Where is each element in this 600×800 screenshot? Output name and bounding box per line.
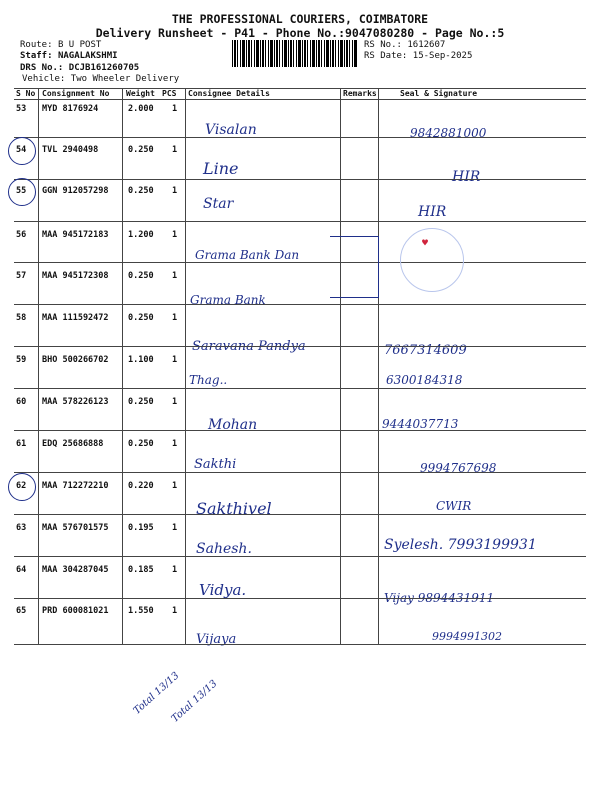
handwritten-consignee: Grama Bank Dan [195, 248, 300, 262]
handwritten-consignee: Vidya. [199, 581, 247, 599]
rs-no-label: RS No.: [364, 40, 402, 50]
cell-consignment: MAA 304287045 [42, 565, 109, 575]
cell-weight: 0.220 [128, 481, 154, 491]
cell-consignment: MYD 8176924 [42, 104, 99, 114]
handwritten-signature: 9994767698 [420, 461, 497, 475]
cell-pcs: 1 [172, 271, 178, 281]
cell-sno: 59 [16, 355, 27, 365]
cell-pcs: 1 [172, 145, 178, 155]
cell-sno: 61 [16, 439, 27, 449]
cell-sno: 64 [16, 565, 27, 575]
cell-sno: 60 [16, 397, 27, 407]
drs-value: DCJB161260705 [68, 63, 140, 73]
cell-sno: 65 [16, 606, 27, 616]
circled-mark [8, 473, 36, 501]
handwritten-signature: HIR [452, 169, 481, 185]
row-rule [14, 598, 586, 599]
vehicle-value: Two Wheeler Delivery [70, 74, 180, 84]
handwritten-signature: 7667314609 [384, 343, 467, 358]
company-title: THE PROFESSIONAL COURIERS, COIMBATORE [171, 12, 429, 26]
barcode [232, 40, 358, 67]
col-header-remarks: Remarks [343, 89, 377, 98]
row-rule [14, 644, 586, 645]
cell-sno: 56 [16, 230, 27, 240]
route-value: B U POST [57, 40, 102, 50]
staff-label: Staff: [20, 51, 53, 61]
rs-date-line [364, 51, 472, 62]
cell-sno: 62 [16, 481, 27, 491]
cell-weight: 0.195 [128, 523, 154, 533]
tally-scribble: Total 13/13 [131, 670, 182, 717]
col-header-signature: Seal & Signature [400, 89, 478, 98]
handwritten-signature: Syelesh. 7993199931 [384, 537, 537, 553]
handwritten-consignee: Star [203, 196, 234, 212]
cell-consignment: GGN 912057298 [42, 186, 109, 196]
handwritten-consignee: Thag.. [189, 373, 228, 387]
cell-consignment: TVL 2940498 [42, 145, 99, 155]
handwritten-signature: 6300184318 [386, 373, 463, 387]
cell-pcs: 1 [172, 606, 178, 616]
cell-pcs: 1 [172, 313, 178, 323]
row-rule [14, 472, 586, 473]
row-rule [14, 221, 586, 222]
handwritten-consignee: Visalan [205, 122, 257, 138]
cell-sno: 53 [16, 104, 27, 114]
row-rule [14, 304, 586, 305]
circled-mark [8, 137, 36, 165]
handwritten-consignee: Saravana Pandya [192, 339, 306, 354]
cell-pcs: 1 [172, 439, 178, 449]
cell-pcs: 1 [172, 186, 178, 196]
table-header-rule [14, 99, 586, 100]
cell-weight: 0.250 [128, 397, 154, 407]
handwritten-consignee: Sakthivel [196, 499, 272, 518]
staff-value: NAGALAKSHMI [57, 51, 118, 61]
handwritten-consignee: Grama Bank [190, 293, 266, 307]
handwritten-consignee: Line [203, 159, 239, 178]
vehicle-label: Vehicle: [22, 74, 66, 84]
cell-weight: 1.100 [128, 355, 154, 365]
cell-weight: 0.185 [128, 565, 154, 575]
handwritten-consignee: Sakthi [194, 457, 237, 472]
rs-date-value: 15-Sep-2025 [412, 51, 473, 61]
column-divider [378, 88, 379, 644]
drs-label: DRS No.: [20, 63, 64, 73]
col-header-consignment: Consignment No [42, 89, 110, 98]
cell-weight: 1.550 [128, 606, 154, 616]
handwritten-consignee: Sahesh. [196, 541, 252, 557]
row-rule [14, 430, 586, 431]
row-rule [14, 262, 586, 263]
col-header-sno: S No [16, 89, 36, 98]
circled-mark [8, 178, 36, 206]
delivery-stamp [400, 228, 464, 292]
cell-pcs: 1 [172, 523, 178, 533]
col-header-consignee: Consignee Details [188, 89, 270, 98]
cell-pcs: 1 [172, 565, 178, 575]
row-rule [14, 137, 586, 138]
cell-weight: 2.000 [128, 104, 154, 114]
column-divider [340, 88, 341, 644]
col-header-weight: Weight [126, 89, 155, 98]
handwritten-signature: 9842881000 [410, 126, 487, 140]
heart-icon: ♥ [422, 238, 429, 249]
handwritten-consignee: Vijaya [196, 632, 237, 647]
cell-weight: 0.250 [128, 145, 154, 155]
cell-pcs: 1 [172, 230, 178, 240]
rs-date-label: RS Date: [364, 51, 408, 61]
cell-consignment: MAA 578226123 [42, 397, 109, 407]
column-divider [185, 88, 186, 644]
cell-sno: 63 [16, 523, 27, 533]
cell-weight: 0.250 [128, 313, 154, 323]
handwritten-signature: 9994991302 [432, 630, 502, 643]
rs-no-line [364, 40, 445, 51]
cell-consignment: MAA 945172308 [42, 271, 109, 281]
tally-scribble: Total 13/13 [169, 678, 220, 725]
cell-consignment: EDQ 25686888 [42, 439, 104, 449]
handwritten-signature: 9444037713 [382, 417, 459, 431]
cell-consignment: MAA 945172183 [42, 230, 109, 240]
bracket-mark [330, 236, 379, 298]
cell-weight: 0.250 [128, 439, 154, 449]
handwritten-signature: HIR [418, 204, 447, 220]
row-rule [14, 556, 586, 557]
row-rule [14, 346, 586, 347]
handwritten-signature: CWIR [436, 499, 472, 513]
handwritten-signature: Vijay 9894431911 [384, 591, 495, 605]
cell-weight: 1.200 [128, 230, 154, 240]
cell-pcs: 1 [172, 481, 178, 491]
handwritten-consignee: Mohan [208, 417, 258, 433]
drs-line [20, 63, 139, 74]
column-divider [122, 88, 123, 644]
cell-sno: 58 [16, 313, 27, 323]
cell-consignment: MAA 576701575 [42, 523, 109, 533]
vehicle-line [22, 74, 179, 85]
staff-line [20, 51, 118, 62]
cell-pcs: 1 [172, 355, 178, 365]
cell-consignment: PRD 600081021 [42, 606, 109, 616]
cell-consignment: BHO 500266702 [42, 355, 109, 365]
cell-sno: 55 [16, 186, 27, 196]
row-rule [14, 179, 586, 180]
row-rule [14, 388, 586, 389]
col-header-pcs: PCS [162, 89, 177, 98]
route-label: Route: [20, 40, 53, 50]
cell-consignment: MAA 111592472 [42, 313, 109, 323]
cell-consignment: MAA 712272210 [42, 481, 109, 491]
cell-weight: 0.250 [128, 271, 154, 281]
cell-weight: 0.250 [128, 186, 154, 196]
cell-sno: 54 [16, 145, 27, 155]
route-line [20, 40, 101, 51]
cell-sno: 57 [16, 271, 27, 281]
row-rule [14, 514, 586, 515]
runsheet-subtitle: Delivery Runsheet - P41 - Phone No.:9047080280 - Page No.:5 [95, 26, 505, 40]
cell-pcs: 1 [172, 104, 178, 114]
column-divider [38, 88, 39, 644]
rs-no-value: 1612607 [407, 40, 446, 50]
cell-pcs: 1 [172, 397, 178, 407]
